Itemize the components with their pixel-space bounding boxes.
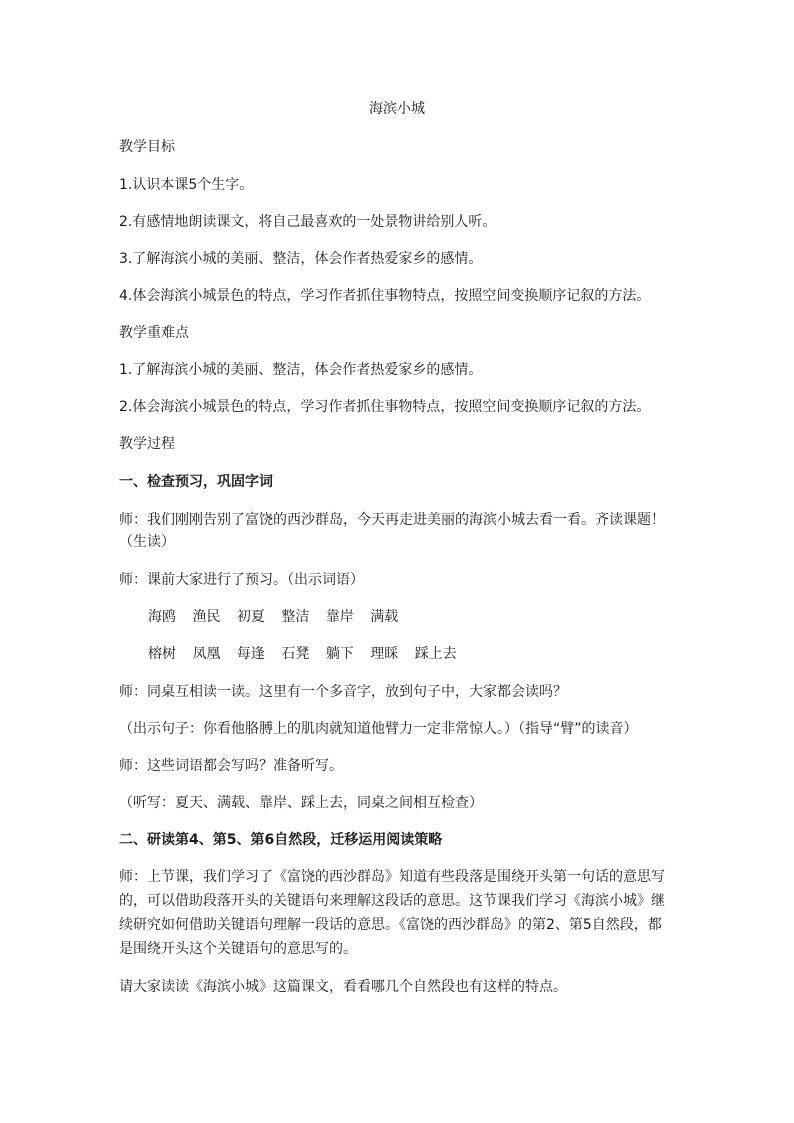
step1-paragraph-6: （听写：夏天、满载、靠岸、踩上去，同桌之间相互检查） [119,795,483,811]
step2-paragraph-1-line-3: 续研究如何借助关键语句理解一段话的意思。《富饶的西沙群岛》的第2、第5自然段，都 [119,917,662,933]
vocab-word: 初夏 [236,609,265,625]
step1-paragraph-1-line-1: 师：我们刚刚告别了富饶的西沙群岛，今天再走进美丽的海滨小城去看一看。齐读课题！ [119,512,665,528]
vocab-word: 靠岸 [325,609,354,625]
vocab-row-1 [148,607,410,627]
vocab-word: 整洁 [281,609,310,625]
step1-paragraph-1-line-2: （生读） [119,534,175,550]
vocab-word: 凤凰 [192,646,221,662]
document-title: 海滨小城 [369,101,425,117]
goal-item-2: 2.有感情地朗读课文，将自己最喜欢的一处景物讲给别人听。 [119,214,497,230]
vocab-word: 满载 [370,609,399,625]
step1-paragraph-4: （出示句子：你看他胳膊上的肌肉就知道他臂力一定非常惊人。）（指导“臂”的读音） [119,721,638,737]
key-points-heading: 教学重难点 [119,325,189,341]
goals-heading: 教学目标 [119,139,175,155]
vocab-word: 榕树 [148,646,176,662]
goal-item-4: 4.体会海滨小城景色的特点，学习作者抓住事物特点，按照空间变换顺序记叙的方法。 [119,288,651,304]
step2-paragraph-1-line-4: 是围绕开头这个关键语句的意思写的。 [119,941,357,957]
vocab-word: 海鸥 [148,609,176,625]
key-point-1: 1.了解海滨小城的美丽、整洁，体会作者热爱家乡的感情。 [119,362,483,378]
vocab-word: 踩上去 [414,646,457,662]
step2-heading: 二、研读第4、第5、第6自然段，迁移运用阅读策略 [119,832,443,848]
vocab-word: 渔民 [192,609,221,625]
vocab-word: 每逢 [236,646,265,662]
vocab-word: 石凳 [281,646,310,662]
process-heading: 教学过程 [119,436,175,452]
step2-paragraph-1-line-1: 师：上节课，我们学习了《富饶的西沙群岛》知道有些段落是围绕开头第一句话的意思写 [119,869,665,885]
step2-paragraph-2: 请大家读读《海滨小城》这篇课文，看看哪几个自然段也有这样的特点。 [119,979,567,995]
vocab-word: 躺下 [325,646,354,662]
step1-heading: 一、检查预习，巩固字词 [119,474,273,490]
goal-item-3: 3.了解海滨小城的美丽、整洁，体会作者热爱家乡的感情。 [119,251,483,267]
vocab-word: 理睬 [370,646,399,662]
key-point-2: 2.体会海滨小城景色的特点，学习作者抓住事物特点，按照空间变换顺序记叙的方法。 [119,399,651,415]
step2-paragraph-1-line-2: 的，可以借助段落开头的关键语句来理解这段话的意思。这节课我们学习《海滨小城》继 [119,893,665,909]
goal-item-1: 1.认识本课5个生字。 [119,177,254,193]
step1-paragraph-5: 师：这些词语都会写吗？准备听写。 [119,758,343,774]
step1-paragraph-2: 师：课前大家进行了预习。（出示词语） [119,572,364,588]
vocab-row-2 [148,644,469,664]
step1-paragraph-3: 师：同桌互相读一读。这里有一个多音字，放到句子中，大家都会读吗？ [119,684,567,700]
